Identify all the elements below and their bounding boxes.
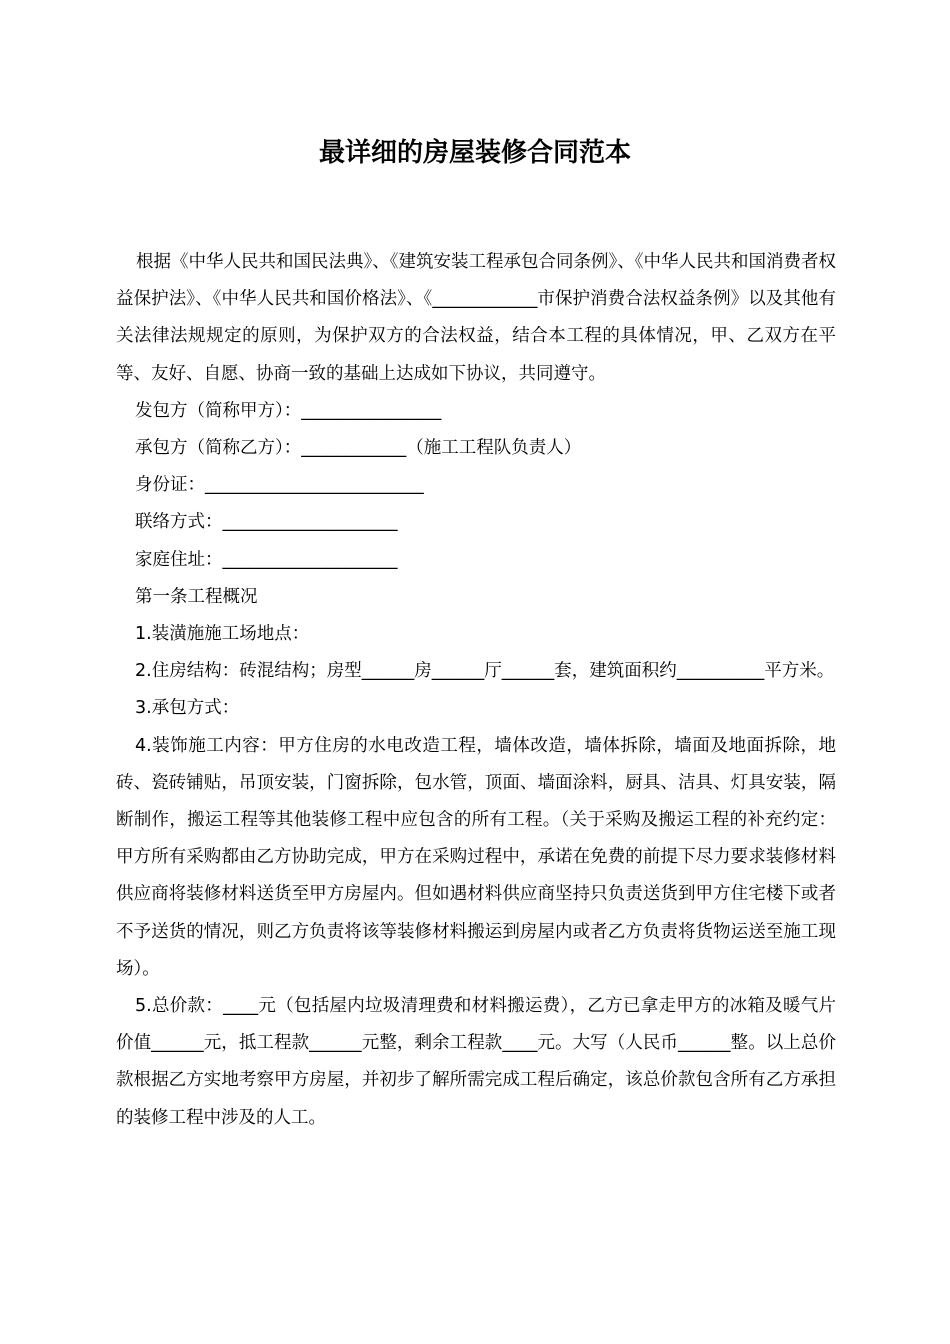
clause-5-price: 5.总价款：____元（包括屋内垃圾清理费和材料搬运费），乙方已拿走甲方的冰箱及暖气片价值______元，抵工程款______元整，剩余工程款____元。大写（人民币______整。以上总价款根据乙方实地考察甲方房屋，并初步了解所需完成工程后确定，该总价款包含所有乙方承担的装修工程中涉及的人工。 [116,996,836,1128]
clause-3-contract-type: 3.承包方式： [135,698,240,719]
document-title: 最详细的房屋装修合同范本 [318,138,631,168]
contact-line: 联络方式：____________________ [135,512,398,533]
document-body [116,244,836,1137]
preamble-paragraph: 根据《中华人民共和国民法典》、《建筑安装工程承包合同条例》、《中华人民共和国消费者权益保护法》、《中华人民共和国价格法》、《____________市保护消费合法权益条例》以及其他有关法律法规规定的原则，为保护双方的合法权益，结合本工程的具体情况，甲、乙双方在平等、友好、自愿、协商一致的基础上达成如下协议，共同遵守。 [116,252,836,384]
address-line: 家庭住址：____________________ [135,549,398,570]
party-a-line: 发包方（简称甲方）：________________ [135,400,442,421]
clause-4-scope: 4.装饰施工内容：甲方住房的水电改造工程，墙体改造，墙体拆除，墙面及地面拆除，地砖、瓷砖铺贴，吊顶安装，门窗拆除，包水管，顶面、墙面涂料，厨具、洁具、灯具安装，隔断制作，搬运工程等其他装修工程中应包含的所有工程。（关于采购及搬运工程的补充约定：甲方所有采购都由乙方协助完成，甲方在采购过程中，承诺在免费的前提下尽力要求装修材料供应商将装修材料送货至甲方房屋内。但如遇材料供应商坚持只负责送货到甲方住宅楼下或者不予送货的情况，则乙方负责将该等装修材料搬运到房屋内或者乙方负责将货物运送至施工现场）。 [116,735,836,979]
clause-2-structure: 2.住房结构：砖混结构；房型______房______厅______套，建筑面积约__________平方米。 [135,661,835,682]
article-1-heading: 第一条工程概况 [135,586,258,607]
clause-1-site: 1.装潢施施工场地点： [135,624,310,645]
party-b-line: 承包方（简称乙方）：____________（施工工程队负责人） [135,438,582,459]
id-card-line: 身份证：_________________________ [135,475,424,496]
